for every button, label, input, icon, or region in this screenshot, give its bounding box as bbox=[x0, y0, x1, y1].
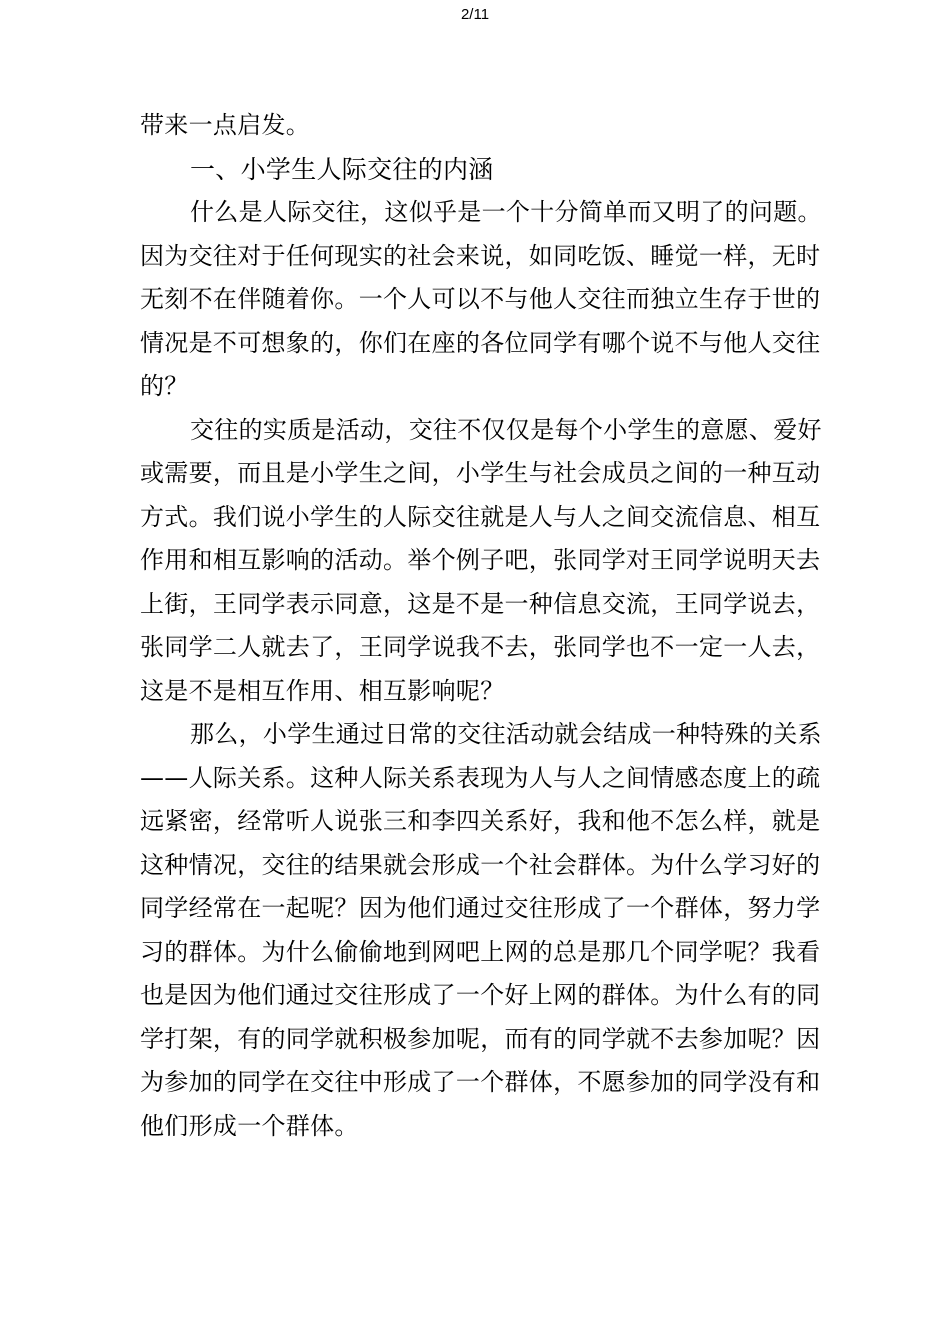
paragraph-continuation: 带来一点启发。 bbox=[140, 111, 311, 139]
document-body bbox=[140, 104, 830, 1148]
section-heading: 一、小学生人际交往的内涵 bbox=[190, 154, 494, 184]
paragraph: 那么，小学生通过日常的交往活动就会结成一种特殊的关系——人际关系。这种人际关系表现为人与人之间情感态度上的疏远紧密，经常听人说张三和李四关系好，我和他不怎么样，就是这种情况，交往的结果就会形成一个社会群体。为什么学习好的同学经常在一起呢？因为他们通过交往形成了一个群体，努力学习的群体。为什么偷偷地到网吧上网的总是那几个同学呢？我看也是因为他们通过交往形成了一个好上网的群体。为什么有的同学打架，有的同学就积极参加呢，而有的同学就不去参加呢？因为参加的同学在交往中形成了一个群体，不愿参加的同学没有和他们形成一个群体。 bbox=[140, 720, 822, 1140]
paragraph: 什么是人际交往，这似乎是一个十分简单而又明了的问题。因为交往对于任何现实的社会来说，如同吃饭、睡觉一样，无时无刻不在伴随着你。一个人可以不与他人交往而独立生存于世的情况是不可想象的，你们在座的各位同学有哪个说不与他人交往的？ bbox=[140, 198, 822, 400]
page-number: 2/11 bbox=[460, 6, 490, 23]
paragraph: 交往的实质是活动，交往不仅仅是每个小学生的意愿、爱好或需要，而且是小学生之间，小学生与社会成员之间的一种互动方式。我们说小学生的人际交往就是人与人之间交流信息、相互作用和相互影响的活动。举个例子吧，张同学对王同学说明天去上街，王同学表示同意，这是不是一种信息交流，王同学说去，张同学二人就去了，王同学说我不去，张同学也不一定一人去，这是不是相互作用、相互影响呢？ bbox=[140, 415, 822, 705]
